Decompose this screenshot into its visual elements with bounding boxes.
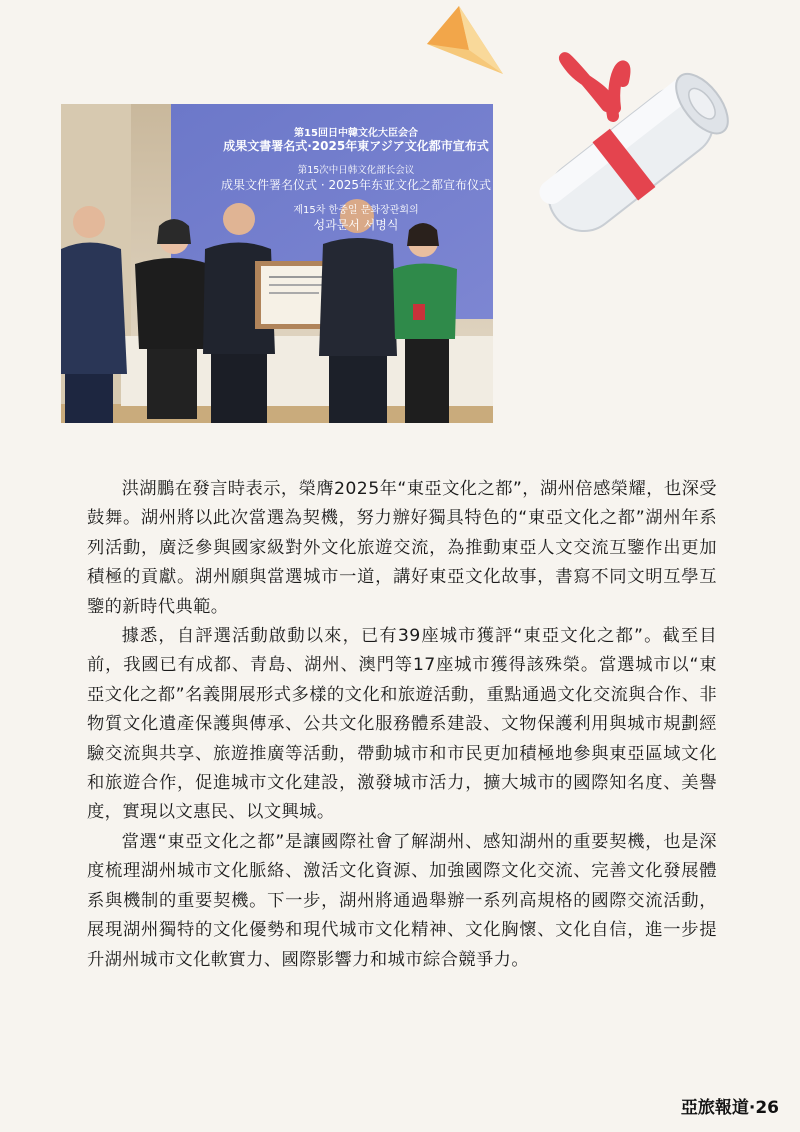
rolled-scroll-icon — [515, 46, 750, 246]
article-paragraph: 據悉，自評選活動啟動以來，已有39座城市獲評“東亞文化之都”。截至目前，我國已有成都、青島、湖州、澳門等17座城市獲得該殊榮。當選城市以“東亞文化之都”名義開展形式多樣的文化和旅遊活動，重點通過文化交流與合作、非物質文化遺產保護與傳承、公共文化服務體系建設、文物保護利用與城市規劃經驗交流與共享、旅遊推廣等活動，帶動城市和市民更加積極地參與東亞區域文化和旅遊合作，促進城市文化建設，激發城市活力，擴大城市的國際知名度、美譽度，實現以文惠民、以文興城。 — [87, 626, 717, 823]
article-paragraph: 當選“東亞文化之都”是讓國際社會了解湖州、感知湖州的重要契機，也是深度梳理湖州城市文化脈絡、激活文化資源、加強國際文化交流、完善文化發展體系與機制的重要契機。下一步，湖州將通過舉辦一系列高規格的國際交流活動，展現湖州獨特的文化優勢和現代城市文化精神、文化胸懷、文化自信，進一步提升湖州城市文化軟實力、國際影響力和城市綜合競爭力。 — [87, 831, 717, 970]
banner-line-6: 성과문서 서명식 — [313, 218, 399, 232]
article-paragraph: 洪湖鵬在發言時表示，榮膺2025年“東亞文化之都”，湖州倍感榮耀，也深受鼓舞。湖州將以此次當選為契機，努力辦好獨具特色的“東亞文化之都”湖州年系列活動，廣泛參與國家級對外文化旅遊交流，為推動東亞人文交流互鑒作出更加積極的貢獻。湖州願與當選城市一道，講好東亞文化故事，書寫不同文明互學互鑒的新時代典範。 — [87, 479, 717, 617]
banner-line-2: 成果文書署名式·2025年東アジア文化都市宣布式 — [223, 139, 489, 153]
banner-line-3: 第15次中日韩文化部长会议 — [297, 165, 415, 176]
banner-line-5: 제15차 한중일 문화장관회의 — [293, 205, 419, 216]
banner-line-4: 成果文件署名仪式 · 2025年东亚文化之都宣布仪式 — [221, 178, 491, 192]
page-number-label: 亞旅報道·26 — [680, 1098, 779, 1118]
article-body — [87, 475, 717, 975]
banner-line-1: 第15回日中韓文化大臣会合 — [294, 128, 418, 139]
ceremony-photo — [61, 104, 493, 423]
paper-plane-icon — [425, 4, 505, 76]
